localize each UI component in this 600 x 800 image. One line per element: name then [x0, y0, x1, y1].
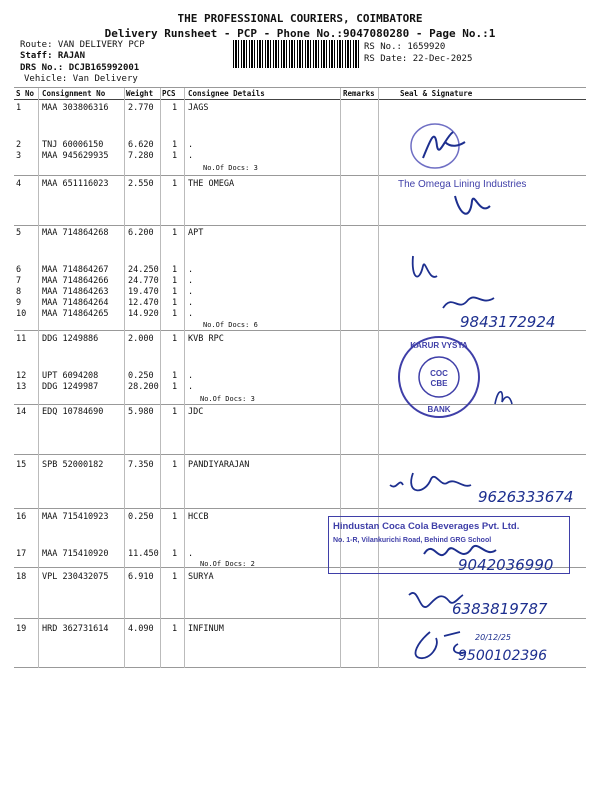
barcode — [233, 40, 360, 68]
col-remarks: Remarks — [343, 89, 375, 98]
col-divider — [378, 88, 379, 668]
row-divider — [14, 175, 586, 176]
handwritten-phone-2: 9626333674 — [478, 488, 574, 506]
row-divider — [14, 667, 586, 668]
handwritten-phone-4: 6383819787 — [452, 600, 548, 618]
vehicle-label: Vehicle: Van Delivery — [24, 74, 138, 84]
svg-text:CBE: CBE — [430, 379, 448, 388]
signature-5 — [490, 384, 516, 410]
col-sno: S No — [16, 89, 35, 98]
col-seal: Seal & Signature — [400, 89, 473, 98]
route-label: Route: VAN DELIVERY PCP — [20, 40, 145, 50]
company-name: THE PROFESSIONAL COURIERS, COIMBATORE — [177, 12, 423, 25]
header-bottom-border — [14, 99, 586, 100]
svg-text:KARUR VYSYA: KARUR VYSYA — [410, 341, 468, 350]
col-divider — [184, 88, 185, 668]
staff-label: Staff: RAJAN — [20, 51, 86, 61]
handwritten-phone-5: 9500102396 — [458, 648, 548, 664]
col-divider — [124, 88, 125, 668]
row-divider — [14, 454, 586, 455]
col-pcs: PCS — [162, 89, 176, 98]
handwritten-date: 20/12/25 — [475, 633, 511, 642]
hccb-stamp: Hindustan Coca Cola Beverages Pvt. Ltd. No. 1-R, Vilankurichi Road, Behind GRG School — [328, 516, 570, 574]
rs-number: RS No.: 1659920 — [364, 42, 446, 52]
row-divider — [14, 508, 586, 509]
col-weight: Weight — [126, 89, 154, 98]
table-top-border — [14, 87, 586, 88]
col-consignment: Consignment No — [42, 89, 106, 98]
docs-count: No.Of Docs: 2 — [200, 560, 255, 568]
rs-date: RS Date: 22-Dec-2025 — [364, 54, 473, 64]
omega-stamp: The Omega Lining Industries — [398, 179, 527, 190]
row-divider — [14, 618, 586, 619]
signature-2 — [450, 186, 500, 226]
drs-number: DRS No.: DCJB165992001 — [20, 63, 140, 73]
handwritten-phone-3: 9042036990 — [458, 556, 554, 574]
col-consignee: Consignee Details — [188, 89, 265, 98]
row-divider — [14, 225, 586, 226]
svg-text:COC: COC — [430, 369, 448, 378]
col-divider — [38, 88, 39, 668]
runsheet-title: Delivery Runsheet - PCP - Phone No.:9047080280 - Page No.:1 — [104, 27, 496, 40]
col-divider — [160, 88, 161, 668]
col-divider — [340, 88, 341, 668]
docs-count: No.Of Docs: 3 — [203, 164, 258, 172]
signature-3 — [405, 248, 445, 288]
svg-text:BANK: BANK — [427, 405, 451, 414]
signature-6 — [385, 465, 475, 503]
docs-count: No.Of Docs: 6 — [203, 321, 258, 329]
signature-1 — [405, 118, 475, 174]
signature-4 — [438, 288, 498, 316]
kvb-stamp — [396, 334, 482, 420]
handwritten-phone-1: 9843172924 — [460, 313, 556, 331]
docs-count: No.Of Docs: 3 — [200, 395, 255, 403]
